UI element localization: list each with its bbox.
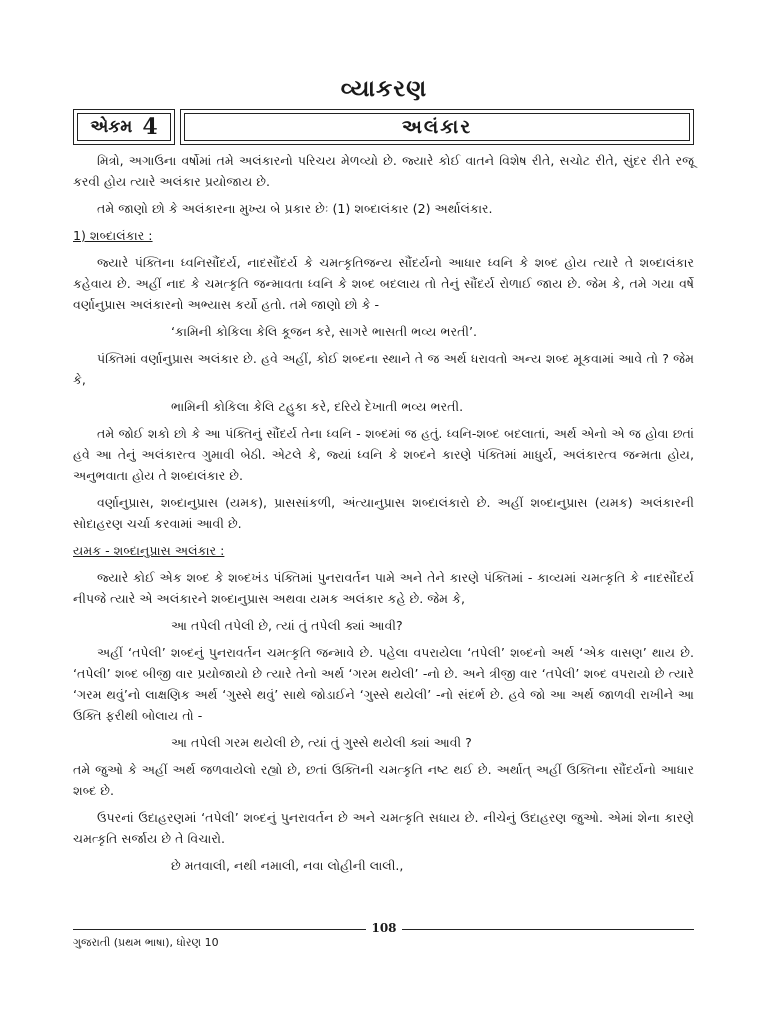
example-line: ભામિની કોકિલા કેલિ ટહુકા કરે, દરિયે દેખાતી ભવ્ય ભરતી. (171, 399, 464, 414)
unit-label: એકમ (90, 117, 133, 137)
section-heading: યમક - શબ્દાનુપ્રાસ અલંકાર : (73, 543, 225, 558)
paragraph: તમે જોઈ શકો છો કે આ પંક્તિનું સૌંદર્ય તેના ધ્વનિ - શબ્દમાં જ હતું. ધ્વનિ-શબ્દ બદલાતાં, અર્થ એનો એ જ હોવા છતાં હવે આ તેનું અલંકારત્વ ગુમાવી બેઠી. એટલે કે, જ્યાં ધ્વનિ કે શબ્દને કારણે પંક્તિમાં માધુર્ય, અલંકારત્વ જન્મતા હોય, અનુભવાતા હોય તે શબ્દાલંકાર છે. (73, 426, 694, 483)
page-title: વ્યાકરણ (340, 76, 428, 102)
paragraph: મિત્રો, અગાઉના વર્ષોમાં તમે અલંકારનો પરિચય મેળવ્યો છે. જ્યારે કોઈ વાતને વિશેષ રીતે, સચોટ રીતે, સુંદર રીતે રજૂ કરવી હોય ત્યારે અલંકાર પ્રયોજાય છે. (73, 153, 694, 189)
example-line: છે મતવાલી, નથી નમાલી, નવા લોહીની લાલી., (171, 858, 404, 873)
paragraph: ઉપરનાં ઉદાહરણમાં ‘તપેલી’ શબ્દનું પુનરાવર્તન છે અને ચમત્કૃતિ સધાય છે. નીચેનું ઉદાહરણ જુઓ. એમાં શેના કારણે ચમત્કૃતિ સર્જાય છે તે વિચારો. (73, 810, 694, 846)
paragraph: તમે જુઓ કે અહીં અર્થ જળવાયેલો રહ્યો છે, છતાં ઉક્તિની ચમત્કૃતિ નષ્ટ થઈ છે. અર્થાત્ અહીં ઉક્તિના સૌંદર્યનો આધાર શબ્દ છે. (73, 762, 694, 798)
lesson-content (73, 150, 694, 882)
example-line: ‘કામિની કોકિલા કેલિ કૂજન કરે, સાગરે ભાસતી ભવ્ય ભરતી’. (171, 324, 478, 339)
unit-box (73, 109, 175, 145)
topic-box (180, 109, 694, 145)
unit-number: 4 (142, 114, 158, 140)
section-heading: 1) શબ્દાલંકાર : (73, 228, 153, 243)
paragraph: તમે જાણો છો કે અલંકારના મુખ્ય બે પ્રકાર છેઃ (1) શબ્દાલંકાર (2) અર્થાલંકાર. (97, 201, 493, 216)
page-number: 108 (366, 921, 402, 935)
footer-book-title: ગુજરાતી (પ્રથમ ભાષા), ધોરણ 10 (73, 936, 219, 949)
unit-box-inner (77, 113, 171, 141)
topic-title: અલંકાર (184, 113, 690, 141)
paragraph: વર્ણાનુપ્રાસ, શબ્દાનુપ્રાસ (યમક), પ્રાસસાંકળી, અંત્યાનુપ્રાસ શબ્દાલંકારો છે. અહીં શબ્દાનુપ્રાસ (યમક) અલંકારની સોદાહરણ ચર્ચા કરવામાં આવી છે. (73, 495, 694, 531)
example-line: આ તપેલી તપેલી છે, ત્યાં તું તપેલી ક્યાં આવી? (171, 618, 403, 633)
example-line: આ તપેલી ગરમ થયેલી છે, ત્યાં તું ગુસ્સે થયેલી ક્યાં આવી ? (171, 735, 472, 750)
paragraph: જ્યારે પંક્તિના ધ્વનિસૌંદર્ય, નાદસૌંદર્ય કે ચમત્કૃતિજન્ય સૌંદર્યનો આધાર ધ્વનિ કે શબ્દ હોય ત્યારે તે શબ્દાલંકાર કહેવાય છે. અહીં નાદ કે ચમત્કૃતિ જન્માવતા ધ્વનિ કે શબ્દ બદલાય તો તેનું સૌંદર્ય રોળાઈ જાય છે. જેમ કે, તમે ગયા વર્ષે વર્ણાનુપ્રાસ અલંકારનો અભ્યાસ કર્યો હતો. તમે જાણો છો કે - (73, 255, 694, 312)
paragraph: જ્યારે કોઈ એક શબ્દ કે શબ્દખંડ પંક્તિમાં પુનરાવર્તન પામે અને તેને કારણે પંક્તિમાં - કાવ્યમાં ચમત્કૃતિ કે નાદસૌંદર્ય નીપજે ત્યારે એ અલંકારને શબ્દાનુપ્રાસ અથવા યમક અલંકાર કહે છે. જેમ કે, (73, 570, 694, 606)
paragraph: પંક્તિમાં વર્ણાનુપ્રાસ અલંકાર છે. હવે અહીં, કોઈ શબ્દના સ્થાને તે જ અર્થ ધરાવતો અન્ય શબ્દ મૂકવામાં આવે તો ? જેમ કે, (73, 351, 694, 387)
paragraph: અહીં ‘તપેલી’ શબ્દનું પુનરાવર્તન ચમત્કૃતિ જન્માવે છે. પહેલા વપરાયેલા ‘તપેલી’ શબ્દનો અર્થ ‘એક વાસણ’ થાય છે. ‘તપેલી’ શબ્દ બીજી વાર પ્રયોજાયો છે ત્યારે તેનો અર્થ ‘ગરમ થયેલી’ -નો છે. અને ત્રીજી વાર ‘તપેલી’ શબ્દ વપરાયો છે ત્યારે ‘ગરમ થવું’નો લાક્ષણિક અર્થ ‘ગુસ્સે થવું’ સાથે જોડાઈને ‘ગુસ્સે થયેલી’ -નો સંદર્ભ છે. હવે જો આ અર્થ જાળવી રાખીને આ ઉક્તિ ફરીથી બોલાય તો - (73, 645, 694, 723)
